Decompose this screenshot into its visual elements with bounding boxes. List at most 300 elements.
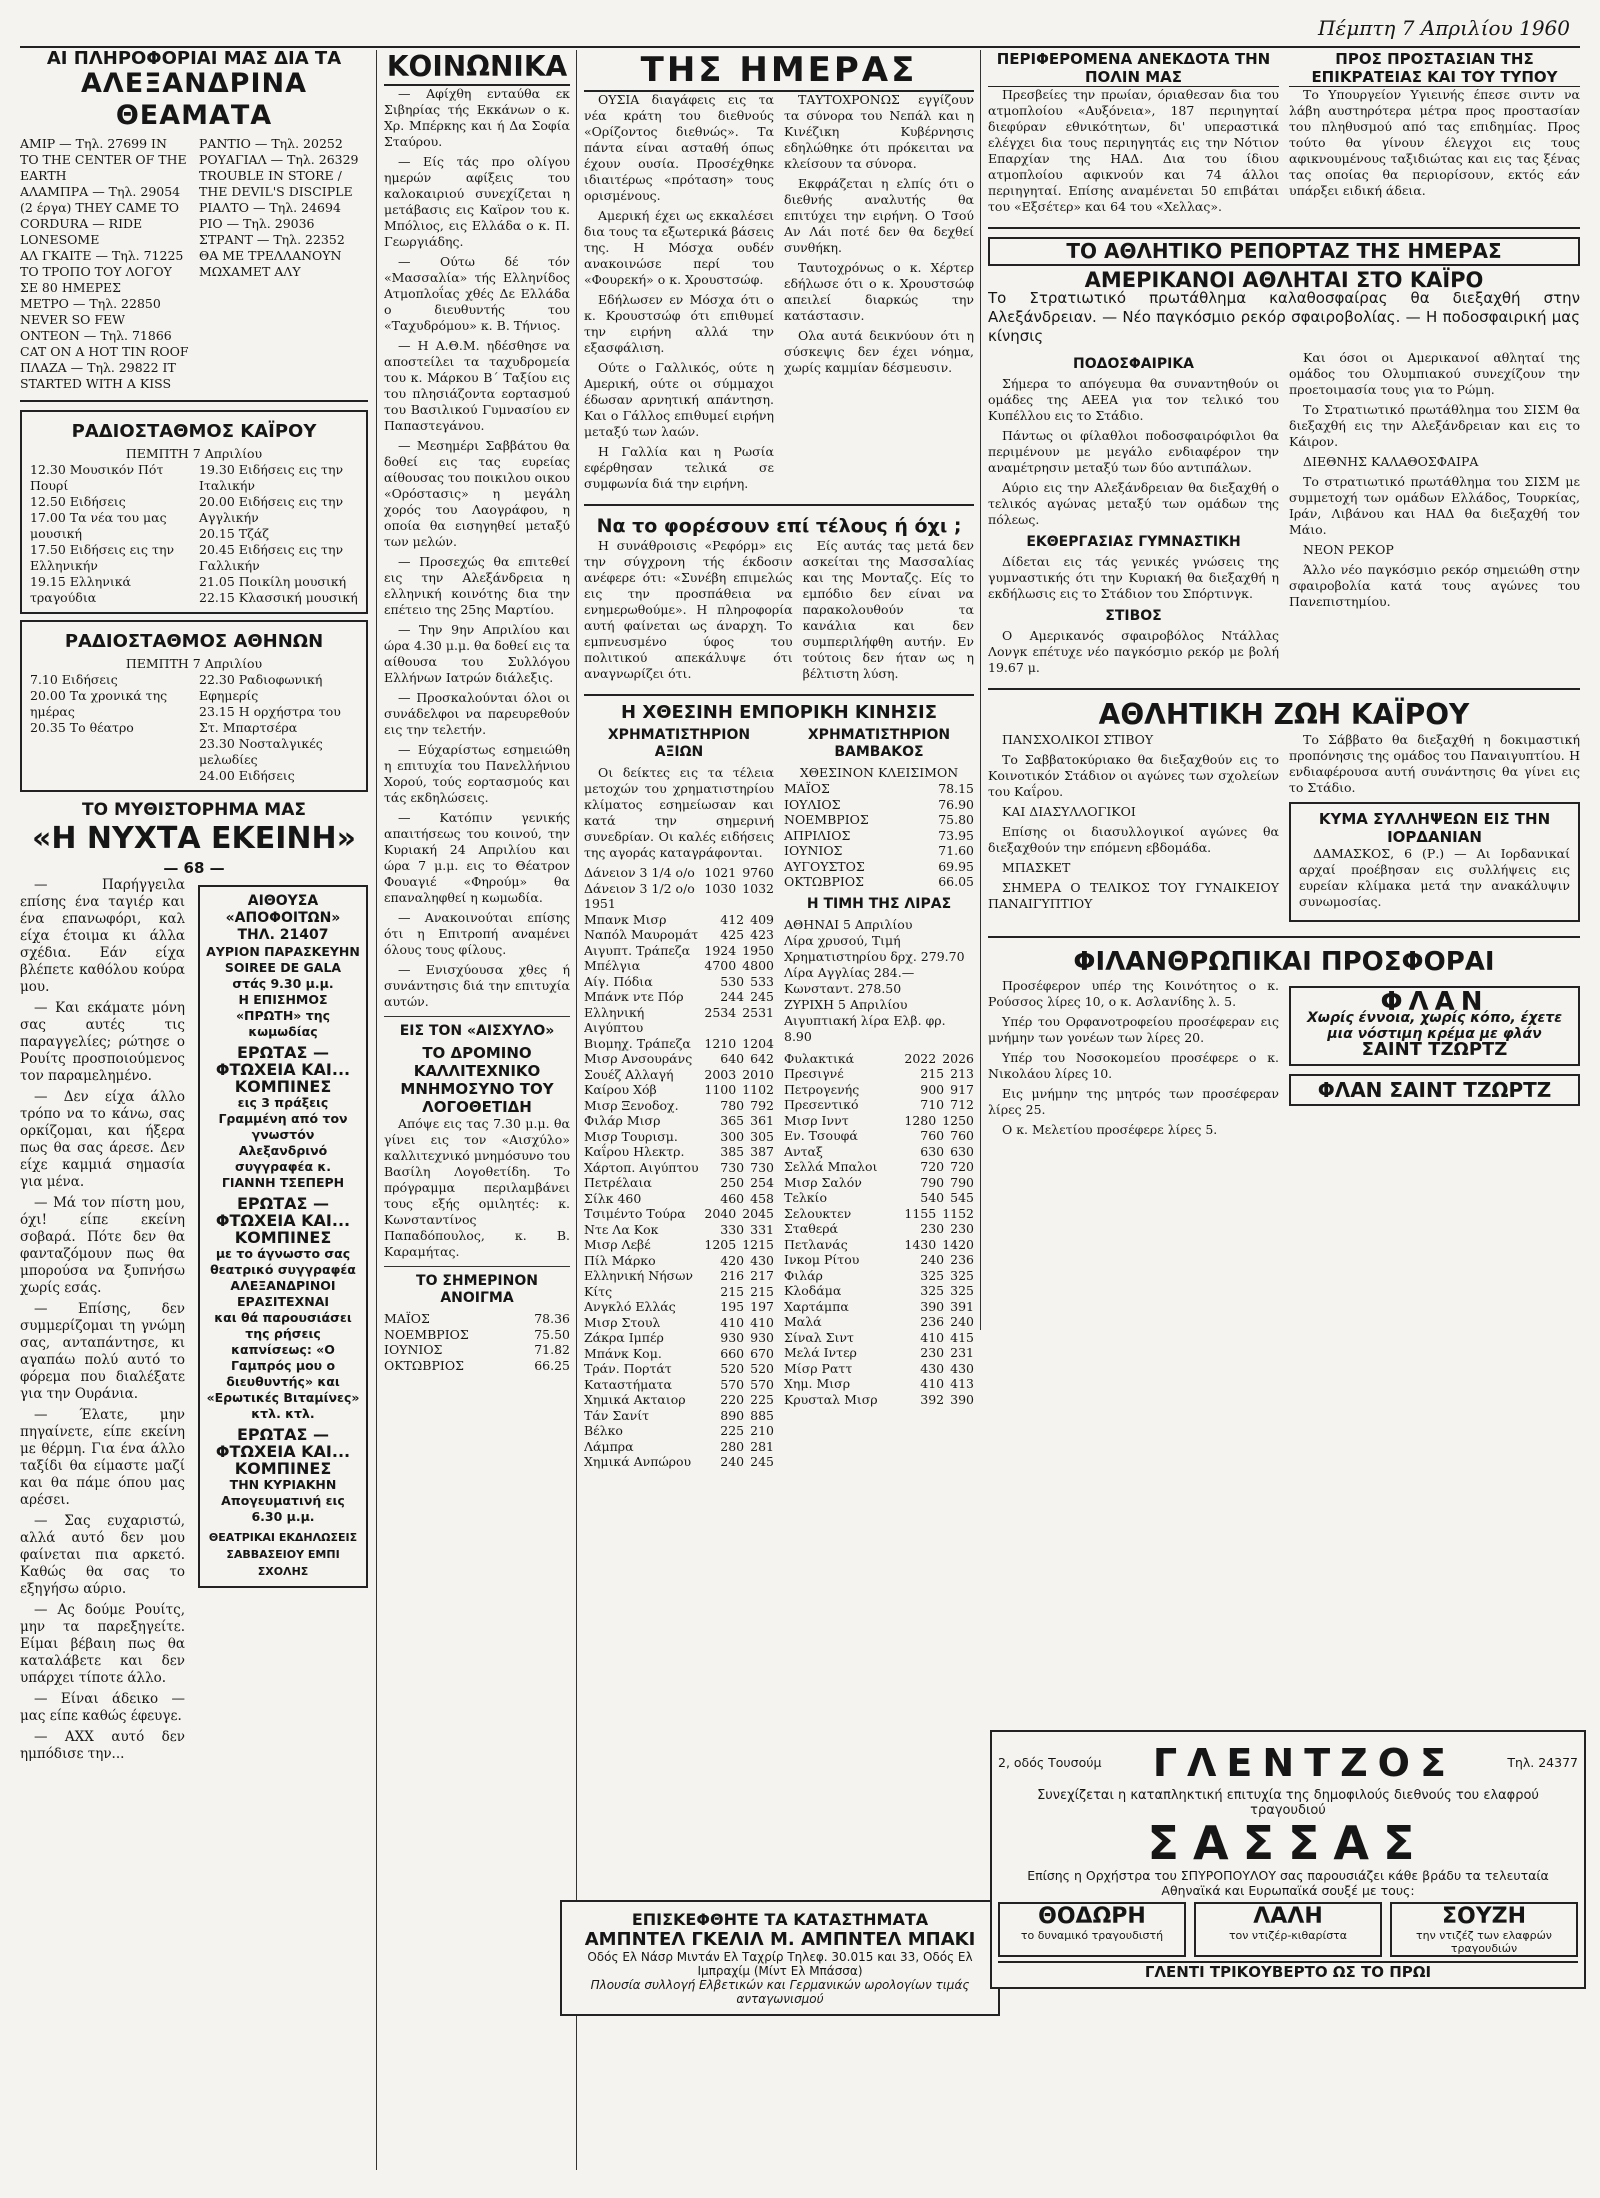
athletic-life-paragraph: Το Σαββατοκύριακο θα διεξαχθούν εις το Κοινοτικόν Στάδιον οι αγώνες των σχολείων του Καΐρου. [988,752,1279,799]
arrests-box [1289,802,1580,922]
stock-title: ΧΡΗΜΑΤΙΣΤΗΡΙΟΝ ΑΞΙΩΝ [607,727,751,760]
cotton-row-cell: ΑΥΓΟΥΣΤΟΣ [784,858,865,874]
stock-intro: Οι δείκτες εις τα τέλεια μετοχών του χρηματιστηρίου κλίματος εσημείωσαν και κατά την σημερινή συνεδρίαν. Οι καλές ειδήσεις της αγοράς καταγράφονται. [584,765,774,860]
stock-row [784,1283,974,1299]
stock-row-cell: 2022 [904,1050,937,1066]
store-ad-line4: Πλουσία συλλογή Ελβετικών και Γερμανικών ωρολογίων τιμάς ανταγωνισμού [590,1978,970,2006]
stock-row [784,1097,974,1113]
stock-row-cell: 385 [720,1144,745,1159]
stock-row-cell: Ζάκρα Ιμπέρ [584,1330,664,1345]
stock-row-cell: Τελκίο [784,1190,827,1205]
stock-row-cell: 2534 [704,1004,737,1020]
stock-row-cell: 2531 [742,1004,774,1020]
stock-row [784,1221,974,1237]
cinema-list-right [199,136,368,392]
radio-entry: 20.00 Ειδήσεις εις την Αγγλικήν [199,494,344,525]
radio-entry: 17.50 Ειδήσεις εις την Ελληνικήν [30,542,175,573]
sport-deck: Το Στρατιωτικό πρωτάθλημα καλαθοσφαίρας θα διεξαχθή στην Αλεξάνδρειαν. — Νέο παγκόσμιο ρεκόρ σφαιροβολίας. — Η ποδοσφαιρική μας κίνησις [988,289,1580,345]
society-paragraph: — Κατόπιν γενικής απαιτήσεως του κοινού, την Κυριακή 24 Απριλίου και ώρα 7 μ.μ. εις το Θέατρον Φουαγιέ «Φηρούμ» θα επαναληφθεί η κωμωδία. [384,810,570,905]
stock-row-cell: Ελληνική Αιγύπτου [584,1004,645,1035]
cotton-row [784,828,974,844]
cinema-entry: ΑΛΑΜΠΡΑ — Τηλ. 29054 (2 έργα) THEY CAME TO CORDURA — RIDE LONESOME [20,184,181,247]
stock-row-cell: Τράν. Πορτάτ [584,1361,672,1376]
stock-row-cell: Μισρ Λεβέ [584,1237,651,1252]
stock-row [584,1160,774,1176]
glentzos-footer: ΓΛΕΝΤΙ ΤΡΙΚΟΥΒΕΡΤΟ ΩΣ ΤΟ ΠΡΩΙ [998,1961,1578,1981]
stock-row-cell: 917 [950,1081,974,1097]
glentzos-ad [990,1730,1586,1989]
artist-1-role: το δυναμικό τραγουδιστή [1020,1929,1164,1942]
stock-row-cell: 790 [920,1174,945,1190]
radio-cairo-day: ΠΕΜΠΤΗ 7 Απριλίου [125,446,263,461]
radio-cairo-left [30,462,189,606]
stock-row [584,1113,774,1129]
radio-entry: 23.30 Νοσταλγικές μελωδίες [199,736,323,767]
radio-entry: 20.15 Τζάζ [199,526,270,541]
stock-row-cell: 930 [720,1330,745,1345]
philanthropic-paragraph: Εις μνήμην της μητρός των προσέφεραν λίρες 25. [988,1086,1279,1117]
stock-row-cell: Χάρτοπ. Αιγύπτου [584,1159,699,1175]
stock-row-cell: 2045 [742,1206,774,1221]
stock-row-cell: Σουέζ Αλλαγή [584,1066,674,1082]
stock-row-cell: Φυλακτικά [784,1050,855,1066]
stock-row-cell: 430 [920,1360,945,1376]
artist-2-role: τον ντιζέρ-κιθαρίστα [1228,1929,1348,1942]
stock-row-cell: 410 [920,1329,945,1345]
stock-row-cell: 330 [720,1221,745,1237]
stock-row-cell: 1430 [904,1236,937,1252]
cinema-entry: ΜΩΧΑΜΕΤ ΑΛΥ [199,264,301,279]
radio-entry: 23.15 Η ορχήστρα του Στ. Μπαρτσέρα [199,704,341,735]
stock-row-cell: 236 [950,1252,974,1267]
stock-row-cell: 1250 [942,1112,974,1128]
stock-row [784,1361,974,1377]
stock-row [784,1082,974,1098]
stock-row-cell: 533 [750,973,774,989]
flan-ad-1-title: ΦΛΑΝ [1380,987,1489,1017]
hall-ad-line: ΑΥΡΙΟΝ ΠΑΡΑΣΚΕΥΗΝ [206,944,360,959]
memorial-headline: ΤΟ ΔΡΟΜΙΝΟ ΚΑΛΛΙΤΕΧΝΙΚΟ ΜΝΗΜΟΣΥΝΟ ΤΟΥ ΛΟΓΟΘΕΤΙΔΗ [400,1044,554,1116]
wear-left-text: Η συνάθροισις «Ρεφόρμ» εις την σύγχρονη τής έκδοσιν ανέφερε ότι: «Συνέβη επιμελώς εις την προσπάθεια να ενημερωθούμε». Η πληροφορία αυτή φαίνεται ως άναρχη. Το εμπνευσμένο ύφος του πολιτικού απεκάλυψε ότι αναγνωρίζει ότι. [584,538,793,681]
stock-row [584,1144,774,1160]
stock-row-cell: Μελά Ιντερ [784,1345,857,1360]
cotton-row-cell: 75.80 [938,812,974,827]
opening-table [384,1311,570,1373]
stock-row-cell: 900 [920,1081,945,1097]
sport-title: ΤΟ ΑΘΛΗΤΙΚΟ ΡΕΠΟΡΤΑΖ ΤΗΣ ΗΜΕΡΑΣ [988,237,1580,266]
stock-row-cell: Μισρ Τουρισμ. [584,1128,678,1144]
stock-row [584,1067,774,1083]
glentzos-singer: ΣΑΣΣΑΣ [1147,1816,1429,1870]
day-paragraph: Εκφράζεται η ελπίς ότι ο διεθνής αναλυτής θα επιτύχει την ειρήνη. Ο Τσού Αν Λάι ποτέ δεν θα δεχθεί συνθήκη. [784,176,974,255]
cotton-title: ΧΡΗΜΑΤΙΣΤΗΡΙΟΝ ΒΑΜΒΑΚΟΣ [807,727,951,760]
stock-row-cell: 281 [750,1438,774,1454]
stock-row-cell: 720 [920,1159,945,1174]
stock-row [584,1129,774,1145]
stock-row [584,1439,774,1455]
stock-row-cell: Μισρ Ανσουράνς [584,1051,693,1066]
stock-row [584,943,774,959]
radio-entry: 22.15 Κλασσική μουσική [199,590,358,605]
society-paragraph: — Μεσημέρι Σαββάτου θα δοθεί εις τας ευρείας αίθουσας του ποικιλου οικου «Ορόστασις» η μεγάλη χορός του Λαογράφου, η οποία θα εισηγηθεί μεταξύ των μελών. [384,438,570,549]
cinema-entry: ΡΑΝΤΙΟ — Τηλ. 20252 [199,136,343,151]
shot-text: Ο Αμερικανός σφαιροβόλος Ντάλλας Λονγκ επέτυχε νέο παγκόσμιο ρεκόρ με βολή 19.67 μ. [988,628,1279,675]
cotton-row-cell: ΑΠΡΙΛΙΟΣ [784,827,851,843]
cotton-row-cell: 69.95 [938,858,974,874]
novel-title: «Η ΝΥΧΤΑ ΕΚΕΙΝΗ» [31,821,356,856]
stock-row-cell: 210 [750,1423,774,1438]
stock-row-cell: Κρυσταλ Μισρ [784,1391,878,1407]
cotton-row-cell: 76.90 [938,796,974,812]
stock-row [584,1408,774,1424]
society-paragraph: — Προσεχώς θα επιτεθεί εις την Αλεξάνδρεια η ελληνική κοινότης δια την επέτειο της 25ης Μαρτίου. [384,554,570,617]
pound-line: ΑΘΗΝΑΙ 5 Απριλίου [784,916,913,932]
stock-row-cell: 300 [720,1128,745,1144]
athletic-life-title: ΑΘΛΗΤΙΚΗ ΖΩΗ ΚΑΪΡΟΥ [1098,698,1470,731]
stock-row-cell: Μίσρ Ραττ [784,1360,853,1376]
stock-row-cell: Σίναλ Σιντ [784,1329,854,1345]
stock-row-cell: Μισρ Σαλόν [784,1174,862,1190]
stock-row-cell: 390 [950,1391,974,1407]
masthead-date: Πέμπτη 7 Απριλίου 1960 [1318,16,1570,40]
stock-row-cell: 890 [720,1407,745,1423]
stock-row-cell: 1950 [742,942,774,958]
stock-row [784,1144,974,1160]
stock-row-cell: 236 [920,1314,945,1329]
novel-kicker: ΤΟ ΜΥΘΙΣΤΟΡΗΜΑ ΜΑΣ [82,800,306,820]
day-paragraph: ΟΥΣΙΑ διαγάφεις εις τα νέα κράτη του διεθνούς «Ορίζοντος διεθνώς». Τα πάντα είναι ασταθή όπως έχουν ουσία. Προσέχθηκε ιδιαιτέρως «πρόταση» τους ορισμένους. [584,92,774,203]
stock-row [784,1392,974,1408]
opening-row-cell: 75.50 [534,1326,570,1342]
cinema-entry: ΣΤΡΑΝΤ — Τηλ. 22352 ΘΑ ΜΕ ΤΡΕΛΛΑΝΟΥΝ [199,232,345,263]
stock-row-cell: 430 [750,1252,774,1268]
stock-row-cell: 240 [720,1454,745,1469]
novel-paragraph: — Είναι άδεικο — μας είπε καθώς έφευγε. [20,1691,185,1724]
play-ad-line: Γραμμένη από τον γνωστόν Αλεξανδρινό συγγραφέα κ. ΓΙΑΝΝΗ ΤΣΕΠΕΡΗ [218,1111,348,1190]
stock-row-cell: 415 [950,1329,974,1345]
stock-row [584,1206,774,1222]
opening-row [384,1327,570,1343]
stock-row [784,1175,974,1191]
novel-paragraph: — Και εκάματε μόνη σας αυτές τις παραγγελίες; ρώτησε ο Ρουίτς προσποιούμενος τον παραμελημένο. [20,1000,185,1084]
opening-row-cell: 78.36 [534,1311,570,1326]
stock-row-cell: 2040 [704,1206,737,1221]
stock-row [584,1346,774,1362]
radio-entry: 22.30 Ραδιοφωνική Εφημερίς [199,672,323,703]
opening-row-cell: 71.82 [534,1342,570,1357]
athletic-life-paragraph: ΠΑΝΣΧΟΛΙΚΟΙ ΣΤΙΒΟΥ [1002,732,1154,747]
stock-row-cell: 244 [720,989,745,1004]
stock-row-cell: Μαλά [784,1314,822,1329]
stock-row-cell: 2010 [742,1066,774,1082]
stock-row-cell: Δάνειον 3 1/4 ο/ο [584,865,695,880]
stock-row [584,1268,774,1284]
day-paragraph: ΤΑΥΤΟΧΡΟΝΩΣ εγγίζουν τα σύνορα του Νεπάλ και η Κινέζικη Κυβέρνησις εδηλώθηκε ότι πρόκειται να κλείσουν τα σύνορα. [784,92,974,171]
stock-row-cell: Πετλανάς [784,1236,848,1252]
stock-row [584,1005,774,1036]
pound-title: Η ΤΙΜΗ ΤΗΣ ΛΙΡΑΣ [806,895,952,912]
flan-ad-1-text: Χωρίς έννοια, χωρίς κόπο, έχετε μια νόστιμη κρέμα με φλάν [1306,1010,1562,1042]
stock-row-cell: 325 [950,1267,974,1283]
stock-row-cell: 710 [920,1097,945,1112]
stock-row-cell: 1100 [704,1082,737,1097]
store-ad-line2: ΑΜΠΝΤΕΛ ΓΚΕΛΙΛ Μ. ΑΜΠΝΤΕΛ ΜΠΑΚΙ [584,1929,976,1950]
stock-row-cell: Ινκομ Ρίτου [784,1252,860,1267]
stock-row-cell: Αίγ. Πόδια [584,973,653,989]
stock-row-cell: 1030 [704,880,737,896]
stock-row [584,1098,774,1114]
hall-ad-title: ΑΙΘΟΥΣΑ «ΑΠΟΦΟΙΤΩΝ» ΤΗΛ. 21407 [225,893,341,943]
philanthropic-paragraph: Ο κ. Μελετίου προσέφερε λίρες 5. [1002,1122,1218,1137]
football-paragraph: Αύριο εις την Αλεξάνδρειαν θα διεξαχθή ο τελικός αγώνας μεταξύ των ομάδων της πόλεως. [988,480,1279,527]
stock-row [584,1051,774,1067]
stock-row [584,1284,774,1300]
day-paragraph: Η Γαλλία και η Ρωσία εφέρθησαν τελικά σε συμφωνία διά την ειρήνη. [584,444,774,491]
radio-entry: 12.30 Μουσικόν Πότ Πουρί [30,462,164,493]
society-paragraph: — Ανακοινούται επίσης ότι η Επιτροπή αναμένει όλους τους φίλους. [384,910,570,957]
radio-entry: 20.00 Τα χρονικά της ημέρας [30,688,168,719]
stock-row-cell: 930 [750,1330,774,1345]
philanthropic-paragraph: Προσέφερον υπέρ της Κοινότητος ο κ. Ρούσσος λίρες 10, ο κ. Ασλανίδης λ. 5. [988,978,1279,1009]
stock-row-cell: Λάμπρα [584,1438,634,1454]
store-ad [560,1900,1000,2016]
play3-ad-line: Απογευματινή εις 6.30 μ.μ. [221,1493,345,1524]
stock-row-cell: Χημικά Ακταιορ [584,1392,686,1407]
stock-row-cell: Μπάνκ ντε Πόρ [584,989,684,1004]
cinema-entry: ΜΕΤΡΟ — Τηλ. 22850 NEVER SO FEW [20,296,161,327]
artist-3: ΣΟΥΖΗ [1441,1904,1527,1929]
hall-ad-line: SOIREE DE GALA [224,960,342,975]
stock-row [584,1191,774,1207]
novel-paragraph: — Έλατε, μην πηγαίνετε, είπε εκείνη με θέρμη. Για ένα άλλο ταξίδι θα είμαστε μαζί και θα πάμε όπου μας αρέσει. [20,1407,185,1508]
stock-row-cell: Καΐρου Ηλεκτρ. [584,1144,685,1159]
stock-row-cell: Σελλά Μπαλοι [784,1159,878,1174]
stock-row-cell: Βέλκο [584,1423,623,1438]
radio-entry: 17.00 Τα νέα του μας μουσική [30,510,167,541]
anecdotes-text: Πρεσβείες την πρωίαν, όριαθεσαν δια του ατμοπλοίου «Αυξόνεια», 187 περιηγηταί διεφύραν εθνικότητων, δι' υπεραστικά ελέγχει δια τους περιηγητάς εις την Νότιον Επαρχίαν της ΗΑΔ. Δια του ίδιου ατμοπλοίου αφικνούν και 74 άλλοι περιηγηταί. Επίσης αναμένεται 50 επιβάται του «Εξσέτερ» και 64 του «Χελλας». [988,87,1279,214]
stock-row-cell: 570 [750,1376,774,1392]
football-paragraph: Σήμερα το απόγευμα θα συναντηθούν οι ομάδες της ΑΕΕΑ για τον τελικό του Κυπέλλου εις το Στάδιο. [988,376,1279,423]
stock-row-cell: 391 [950,1298,974,1314]
sport-paragraph: ΝΕΟΝ ΡΕΚΟΡ [1303,542,1394,557]
stock-row-cell: Χημ. Μισρ [784,1376,851,1391]
stock-row-cell: Κίτς [584,1283,613,1299]
stock-row-cell: Τάν Σανίτ [584,1407,650,1423]
cinema-listings [20,136,368,392]
cotton-row-cell: ΟΚΤΩΒΡΙΟΣ [784,874,864,889]
stock-table-2 [784,1051,974,1408]
sport-paragraph: Και όσοι οι Αμερικανοί αθληταί της ομάδος του Ολυμπιακού συνεχίζουν την προετοιμασία τους για το Ρώμη. [1289,350,1580,397]
glentzos-phone: Τηλ. 24377 [1507,1755,1578,1770]
stock-row-cell: 195 [720,1299,745,1314]
stock-row-cell: 660 [720,1345,745,1361]
radio-entry: 19.15 Ελληνικά τραγούδια [30,574,131,605]
pound-line: Αιγυπτιακή λίρα Ελβ. φρ. 8.90 [784,1012,946,1044]
market-title: Η ΧΘΕΣΙΝΗ ΕΜΠΟΡΙΚΗ ΚΙΝΗΣΙΣ [620,702,937,723]
stock-row [584,1330,774,1346]
stock-row-cell: 420 [720,1252,745,1268]
stock-row-cell: Ανταξ [784,1143,823,1159]
stock-row-cell: Ντε Λα Κοκ [584,1221,659,1237]
hall-ad [198,885,368,1588]
opening-title: ΤΟ ΣΗΜΕΡΙΝΟΝ ΑΝΟΙΓΜΑ [416,1273,538,1306]
stock-row-cell: 712 [950,1097,974,1112]
stock-row [784,1190,974,1206]
stock-row [784,1051,974,1067]
opening-row [384,1342,570,1358]
play2-ad-lines [206,1246,360,1422]
stock-row-cell: 1155 [904,1205,937,1221]
athletic-life-paragraph: ΜΠΑΣΚΕΤ [1002,860,1071,875]
stock-row-cell: 458 [750,1190,774,1206]
stock-row-cell: 425 [720,927,745,942]
sport-right-text [1289,350,1580,680]
flan-ad-2-title: ΦΛΑΝ ΣΑΙΝΤ ΤΖΩΡΤΖ [1317,1078,1552,1102]
flan-ad-1-brand: ΣΑΙΝΤ ΤΖΩΡΤΖ [1361,1039,1508,1060]
opening-row-cell: ΟΚΤΩΒΡΙΟΣ [384,1357,464,1373]
stock-row-cell: 792 [750,1097,774,1113]
stock-row-cell: 780 [720,1097,745,1113]
opening-row-cell: ΝΟΕΜΒΡΙΟΣ [384,1326,469,1342]
stock-row [784,1268,974,1284]
stock-row-cell: Κλοδάμα [784,1283,842,1298]
stock-row [784,1113,974,1129]
stock-row [584,1392,774,1408]
day-title: ΤΗΣ ΗΜΕΡΑΣ [584,50,974,92]
stock-row-cell: 412 [720,911,745,927]
stock-row-cell: Μισρ Ινντ [784,1112,849,1128]
radio-athens-left [30,672,189,784]
stock-row [784,1159,974,1175]
gym-subtitle: ΕΚΘΕΡΓΑΣΙΑΣ ΓΥΜΝΑΣΤΙΚΗ [1026,534,1241,550]
play3-ad-lines [206,1477,360,1525]
stock-row-cell: 245 [750,989,774,1004]
athletic-life-left [988,732,1279,928]
society-paragraph: — Εύχαρίστως εσημειώθη η επιτυχία του Πανελλήνιου Χορού, τούς εορτασμούς και τάς εκδηλώσεις. [384,742,570,805]
stock-row-cell: Καταστήματα [584,1376,672,1392]
stock-row-cell: 730 [750,1159,774,1175]
artist-1: ΘΟΔΩΡΗ [1038,1904,1146,1929]
stock-row [584,1175,774,1191]
play-ad-title: ΕΡΩΤΑΣ — ΦΤΩΧΕΙΑ ΚΑΙ... ΚΟΜΠΙΝΕΣ [215,1043,351,1096]
protection-text: Το Υπουργείον Υγιεινής έπεσε σιντν να λάβη αυστηρότερα μέτρα προς προστασίαν του πληθυσμού από τας επιδημίας. Προς τούτο θα γίνουν έλεγχοι εις τους αφικνουμένους ταξιδιώτας και εις τας ξένας τας οποίας θα περιορίσουν, εκτός εάν υπάρξει ειδική άδεια. [1289,87,1580,198]
stock-row-cell: Φιλάρ [784,1267,823,1283]
stock-row-cell: 331 [750,1221,774,1237]
store-ad-line3: Οδός Ελ Νάσρ Μιντάν Ελ Ταχρίρ Τηλεφ. 30.015 και 33, Οδός Ελ Ιμπραχίμ (Μίντ Ελ Μπάσσα) [587,1950,973,1978]
society-title: ΚΟΙΝΩΝΙΚΑ [384,50,570,86]
stock-row-cell: 325 [920,1267,945,1283]
cotton-row [784,797,974,813]
stock-row [584,912,774,928]
stock-row-cell: 1215 [742,1237,774,1252]
stock-row-cell: 390 [920,1298,945,1314]
play2-ad-title: ΕΡΩΤΑΣ — ΦΤΩΧΕΙΑ ΚΑΙ... ΚΟΜΠΙΝΕΣ [215,1194,351,1247]
society-paragraph: — Είς τάς προ ολίγου ημερών αφίξεις του καλοκαιριού συνεχίζεται η μετάβασις εις Καϊρον του κ. Μπόλιος, εις Ελλάδα ο κ. Π. Γεωργιάδης. [384,154,570,249]
stock-row-cell: 325 [920,1283,945,1298]
stock-row-cell: 217 [750,1268,774,1283]
sport-paragraph: Το στρατιωτικό πρωτάθλημα του ΣΙΣΜ με συμμετοχή των ομάδων Ελλάδος, Τουρκίας, Ιράν, Λιβάνου και ΗΑΔ θα διεξαχθή τον Μάιο. [1289,474,1580,537]
stock-row [784,1237,974,1253]
stock-row-cell: 630 [950,1143,974,1159]
cotton-row-cell: 78.15 [938,781,974,796]
stock-row-cell: 392 [920,1391,945,1407]
stock-row [584,974,774,990]
novel-paragraph: — Δεν είχα άλλο τρόπο να το κάνω, σας ορκίζομαι, και ήξερα πως θα σας άρεσε. Δεν είχε καμμιά σημασία για μένα. [20,1089,185,1190]
stock-row-cell: 409 [750,911,774,927]
day-paragraph: Ταυτοχρόνως ο κ. Χέρτερ εδήλωσε ότι ο κ. Χρουστσώφ απειλεί διαρκώς την κατάστασιν. [784,260,974,323]
philanthropic-title: ΦΙΛΑΝΘΡΩΠΙΚΑΙ ΠΡΟΣΦΟΡΑΙ [1073,947,1495,977]
column-of-the-day [584,50,974,1470]
stock-row-cell: 545 [950,1190,974,1205]
stock-row [584,927,774,943]
stock-row-cell: 213 [950,1066,974,1081]
play3-ad-title: ΕΡΩΤΑΣ — ΦΤΩΧΕΙΑ ΚΑΙ... ΚΟΜΠΙΝΕΣ [215,1425,351,1478]
cotton-row-cell: ΝΟΕΜΒΡΙΟΣ [784,812,869,827]
play-ad-lines [206,1095,360,1191]
stock-row-cell: 630 [920,1143,945,1159]
stock-row [784,1314,974,1330]
stock-row-cell: Χημικά Ανπώρου [584,1454,692,1469]
pound-line: Λίρα χρυσού, Τιμή Χρηματιστηρίου δρχ. 279.70 [784,932,965,964]
stock-row-cell: 305 [750,1128,774,1144]
stock-row-cell: 670 [750,1345,774,1361]
store-ad-line1: ΕΠΙΣΚΕΦΘΗΤΕ ΤΑ ΚΑΤΑΣΤΗΜΑΤΑ [631,1910,929,1929]
stock-row-cell: 197 [750,1299,774,1314]
stock-row-cell: Μπανκ Μισρ [584,911,667,927]
radio-entry: 21.05 Ποικίλη μουσική [199,574,347,589]
radio-entry: 20.45 Ειδήσεις εις την Γαλλικήν [199,542,344,573]
play2-ad-line: και θά παρουσιάσει της ρήσεις καπνίσεως: «Ο Γαμπρός μου ο διευθυντής» και «Ερωτικές Βιταμίνες» κτλ. κτλ. [206,1310,360,1421]
stock-row-cell: Μισρ Στουλ [584,1314,661,1330]
stock-row-cell: 1102 [742,1082,774,1097]
sport-paragraph: Άλλο νέο παγκόσμιο ρεκόρ σημειώθη στην σφαιροβολία κατά τους αγώνες του Πανεπιστημίου. [1289,562,1580,609]
stock-row [784,1252,974,1268]
stock-row-cell: 1420 [942,1236,974,1252]
wear-title: Να το φορέσουν επί τέλους ή όχι ; [596,515,962,537]
cotton-row-cell: ΙΟΥΝΙΟΣ [784,843,843,858]
cinema-entry: ΡΙΑΛΤΟ — Τηλ. 24694 [199,200,341,215]
radio-cairo-title: ΡΑΔΙΟΣΤΑΘΜΟΣ ΚΑΪΡΟΥ [71,421,317,442]
stock-row-cell: Μπάνκ Κομ. [584,1345,662,1361]
stock-row-cell: 720 [950,1159,974,1174]
stock-row-cell: 410 [720,1314,745,1330]
aischylos-kicker: ΕΙΣ ΤΟΝ «ΑΙΣΧΥΛΟ» [399,1023,555,1039]
society-paragraph: — Αφίχθη ενταύθα εκ Σιβηρίας τής Εκκάνων ο κ. Χρ. Μπέρκης και ή Δα Σοφία Σταύρου. [384,86,570,149]
stock-row [784,1330,974,1346]
stock-row-cell: 430 [950,1360,974,1376]
stock-row-cell: Ναπόλ Μαυρομάτ [584,927,699,942]
opening-row [384,1311,570,1327]
shot-subtitle: ΣΤΙΒΟΣ [1105,608,1162,624]
cotton-subtitle: ΧΘΕΣΙΝΟΝ ΚΛΕΙΣΙΜΟΝ [799,765,959,780]
masthead [20,6,1580,48]
day-paragraph: Εδήλωσεν εν Μόσχα ότι ο κ. Κρουστσώφ ότι επιθυμεί την ειρήνη αλλά την εξασφάλιση. [584,292,774,355]
radio-athens-box [20,620,368,792]
stock-row-cell: 423 [750,927,774,942]
philanthropic-text [988,978,1279,1142]
stock-row-cell: 1204 [742,1035,774,1051]
novel-paragraph: — ΑΧΧ αυτό δεν ημπόδισε την... [20,1729,185,1762]
cotton-row-cell: 73.95 [938,827,974,843]
radio-athens-right [199,672,358,784]
stock-row-cell: 790 [950,1174,974,1190]
stock-row-cell: 540 [920,1190,945,1205]
cinema-entry: ΡΟΥΑΓΙΑΛ — Τηλ. 26329 TROUBLE IN STORE / THE DEVIL'S DISCIPLE [199,152,359,199]
philanthropic-paragraph: Υπέρ του Ορφανοτροφείου προσέφεραν εις μνήμην των γονέων των λίρες 20. [988,1014,1279,1045]
stock-row-cell: Σελουκτεν [784,1205,852,1221]
stock-row-cell: 1205 [704,1237,737,1252]
headline-kicker: ΑΙ ΠΛΗΡΟΦΟΡΙΑΙ ΜΑΣ ΔΙΑ ΤΑ [46,50,342,69]
